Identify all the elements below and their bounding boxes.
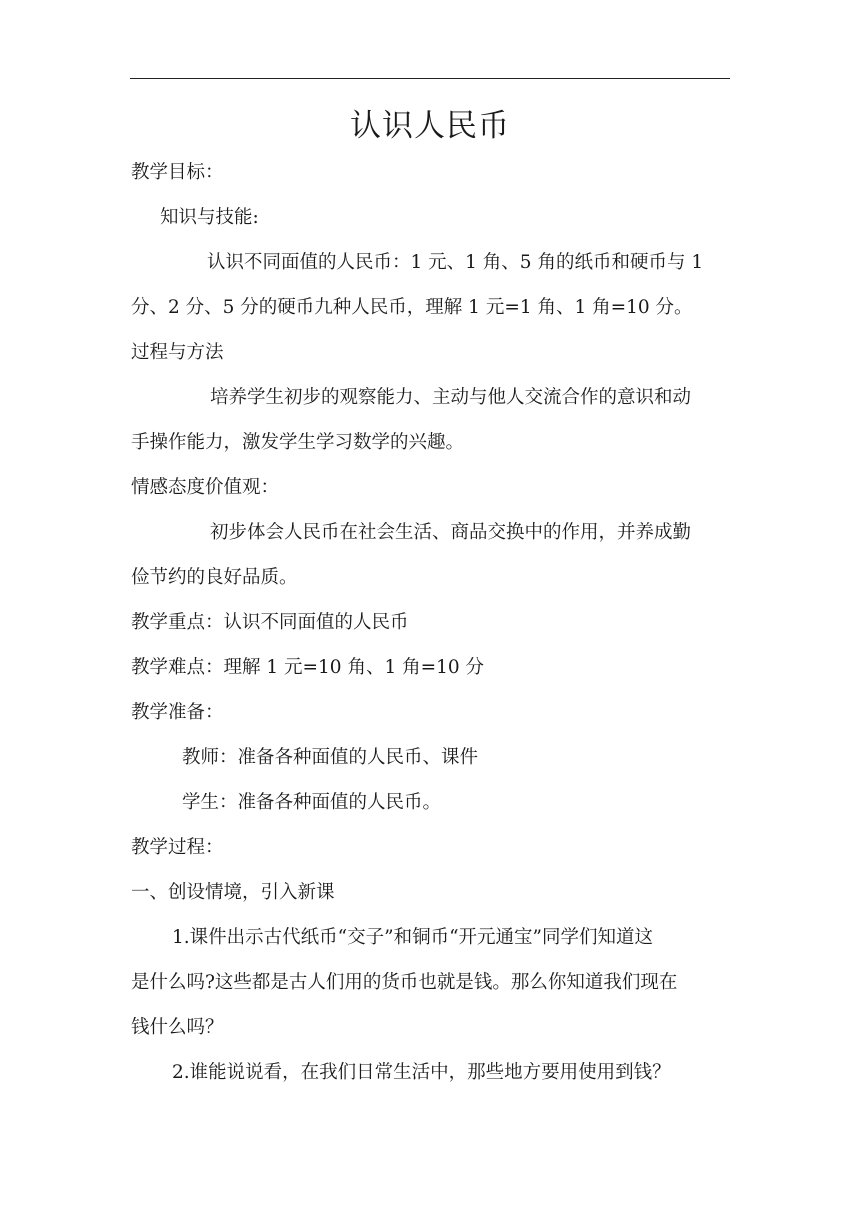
body-line: 教学准备：: [131, 702, 224, 723]
body-line: 情感态度价值观：: [131, 477, 280, 498]
header-rule: [130, 78, 730, 79]
body-line: 知识与技能:: [160, 207, 259, 228]
body-line: 教学重点：认识不同面值的人民币: [131, 612, 409, 633]
body-line: 手操作能力，激发学生学习数学的兴趣。: [131, 432, 465, 453]
body-line: 教学过程：: [131, 837, 224, 858]
body-line: 1.课件出示古代纸币“交子”和铜币“开元通宝”同学们知道这: [172, 927, 653, 948]
body-line: 学生：准备各种面值的人民币。: [182, 792, 442, 813]
body-line: 俭节约的良好品质。: [131, 567, 298, 588]
body-line: 分、2 分、5 分的硬币九种人民币，理解 1 元=1 角、1 角=10 分。: [131, 297, 693, 318]
body-line: 教学目标：: [131, 162, 224, 183]
body-line: 教师：准备各种面值的人民币、课件: [182, 747, 479, 768]
body-line: 是什么吗?这些都是古人们用的货币也就是钱。那么你知道我们现在: [131, 972, 678, 993]
body-line: 钱什么吗？: [131, 1017, 224, 1038]
body-line: 初步体会人民币在社会生活、商品交换中的作用，并养成勤: [210, 522, 692, 543]
body-line: 2.谁能说说看，在我们日常生活中，那些地方要用使用到钱？: [172, 1062, 671, 1083]
body-line: 过程与方法: [131, 342, 224, 363]
body-line: 认识不同面值的人民币：1 元、1 角、5 角的纸币和硬币与 1: [207, 252, 704, 273]
body-line: 一、创设情境，引入新课: [131, 882, 335, 903]
body-line: 教学难点：理解 1 元=10 角、1 角=10 分: [131, 657, 485, 678]
body-line: 培养学生初步的观察能力、主动与他人交流合作的意识和动: [210, 387, 692, 408]
document-title: 认识人民币: [350, 108, 510, 144]
